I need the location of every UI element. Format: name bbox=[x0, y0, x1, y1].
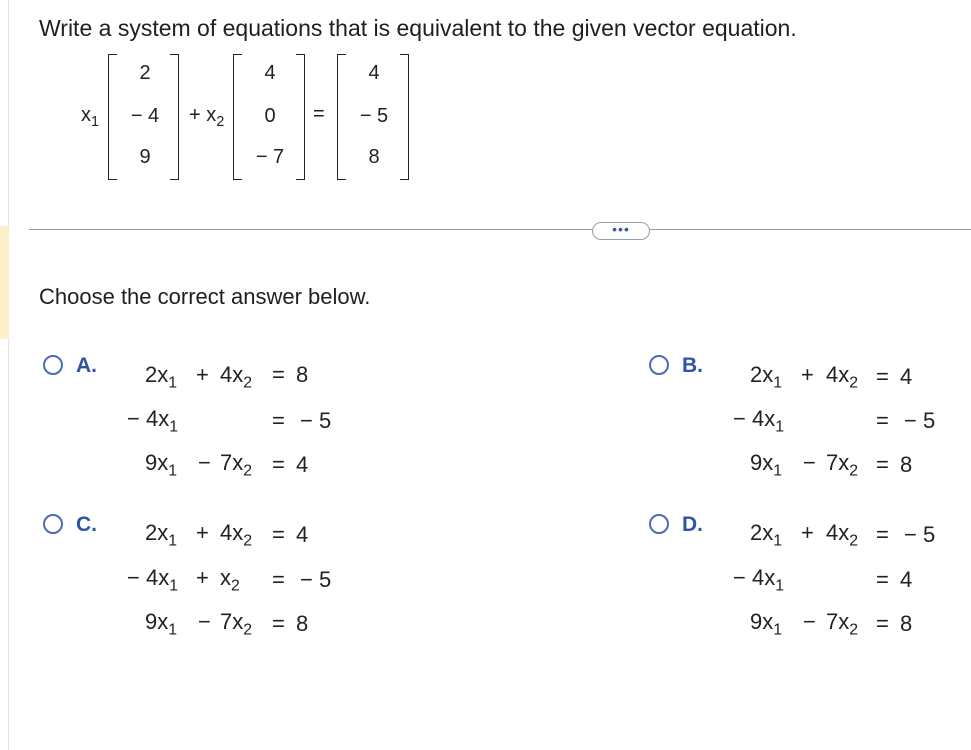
equation-term: − $4x_1$ bbox=[733, 406, 785, 436]
equation-equals: = bbox=[876, 611, 889, 636]
equation-term: − $4x_1$ bbox=[127, 565, 179, 595]
option-c-letter: C. bbox=[76, 513, 97, 536]
vector2-right-bracket bbox=[296, 54, 305, 180]
equation-operator: − bbox=[198, 450, 211, 475]
equation-rhs: 8 bbox=[296, 362, 309, 387]
radio-option-a[interactable] bbox=[43, 355, 63, 375]
equation-term: $9x_1$ bbox=[750, 609, 783, 639]
equation-equals: = bbox=[272, 567, 285, 592]
equation-term: $2x_1$ bbox=[750, 520, 783, 550]
equation-rhs: 8 bbox=[900, 611, 913, 636]
equation-term: $7x_2$ bbox=[826, 450, 859, 480]
vector1-entry: 2 bbox=[139, 62, 151, 84]
equation-term: $4x_2$ bbox=[826, 520, 859, 550]
equation-operator: + bbox=[196, 520, 209, 545]
equation-term: $9x_1$ bbox=[750, 450, 783, 480]
vector1-entry: 9 bbox=[139, 146, 151, 168]
vector2-entry: 4 bbox=[264, 62, 276, 84]
equation-rhs: − 5 bbox=[300, 408, 332, 433]
equation-term: $9x_1$ bbox=[145, 609, 178, 639]
equation-term: $7x_2$ bbox=[826, 609, 859, 639]
equation-operator: − bbox=[803, 450, 816, 475]
section-divider bbox=[29, 229, 971, 230]
question-prompt: Write a system of equations that is equivalent to the given vector equation. bbox=[39, 15, 797, 41]
choose-instruction: Choose the correct answer below. bbox=[39, 284, 371, 309]
equation-operator: + bbox=[196, 362, 209, 387]
equation-operator: − bbox=[198, 609, 211, 634]
equation-rhs: 8 bbox=[296, 611, 309, 636]
equation-term: $4x_2$ bbox=[826, 362, 859, 392]
equation-term: $9x_1$ bbox=[145, 450, 178, 480]
vector-equation bbox=[0, 0, 971, 200]
vector-equals-sign: = bbox=[313, 103, 325, 125]
equation-operator: + bbox=[196, 565, 209, 590]
equation-equals: = bbox=[272, 408, 285, 433]
vector2-entry: 0 bbox=[264, 105, 276, 127]
equation-equals: = bbox=[876, 408, 889, 433]
equation-equals: = bbox=[876, 364, 889, 389]
vector2-entry: − 7 bbox=[255, 146, 285, 168]
equation-rhs: − 5 bbox=[904, 408, 936, 433]
equation-operator: + bbox=[801, 362, 814, 387]
equation-equals: = bbox=[272, 362, 285, 387]
side-tab-highlight bbox=[0, 226, 9, 339]
more-options-button[interactable]: ••• bbox=[592, 222, 650, 240]
equation-equals: = bbox=[876, 567, 889, 592]
equation-term: $4x_2$ bbox=[220, 520, 253, 550]
equation-term: $x_2$ bbox=[220, 565, 240, 595]
equation-rhs: − 5 bbox=[904, 522, 936, 547]
equation-rhs: − 5 bbox=[300, 567, 332, 592]
equation-term: $7x_2$ bbox=[220, 609, 253, 639]
equation-term: $2x_1$ bbox=[145, 520, 178, 550]
equation-term: − $4x_1$ bbox=[127, 406, 179, 436]
equation-term: $4x_2$ bbox=[220, 362, 253, 392]
rhs-right-bracket bbox=[400, 54, 409, 180]
equation-term: $2x_1$ bbox=[750, 362, 783, 392]
rhs-entry: 4 bbox=[368, 62, 380, 84]
equation-equals: = bbox=[272, 611, 285, 636]
equation-equals: = bbox=[876, 452, 889, 477]
equation-operator: − bbox=[803, 609, 816, 634]
radio-option-b[interactable] bbox=[649, 355, 669, 375]
vector1-right-bracket bbox=[170, 54, 179, 180]
vector-coefficient-x2: + $x_2$ bbox=[189, 104, 225, 131]
equation-rhs: 4 bbox=[900, 567, 913, 592]
vector-coefficient-x1: $x_1$ bbox=[81, 104, 100, 131]
equation-rhs: 4 bbox=[900, 364, 913, 389]
equation-term: − $4x_1$ bbox=[733, 565, 785, 595]
rhs-entry: − 5 bbox=[359, 105, 389, 127]
vector1-entry: − 4 bbox=[130, 105, 160, 127]
equation-term: $7x_2$ bbox=[220, 450, 253, 480]
equation-rhs: 4 bbox=[296, 452, 309, 477]
equation-equals: = bbox=[876, 522, 889, 547]
equation-operator: + bbox=[801, 520, 814, 545]
radio-option-c[interactable] bbox=[43, 514, 63, 534]
equation-equals: = bbox=[272, 452, 285, 477]
option-a-letter: A. bbox=[76, 354, 97, 377]
equation-rhs: 4 bbox=[296, 522, 309, 547]
option-b-letter: B. bbox=[682, 354, 703, 377]
radio-option-d[interactable] bbox=[649, 514, 669, 534]
equation-rhs: 8 bbox=[900, 452, 913, 477]
rhs-entry: 8 bbox=[368, 146, 380, 168]
equation-equals: = bbox=[272, 522, 285, 547]
equation-term: $2x_1$ bbox=[145, 362, 178, 392]
option-d-letter: D. bbox=[682, 513, 703, 536]
